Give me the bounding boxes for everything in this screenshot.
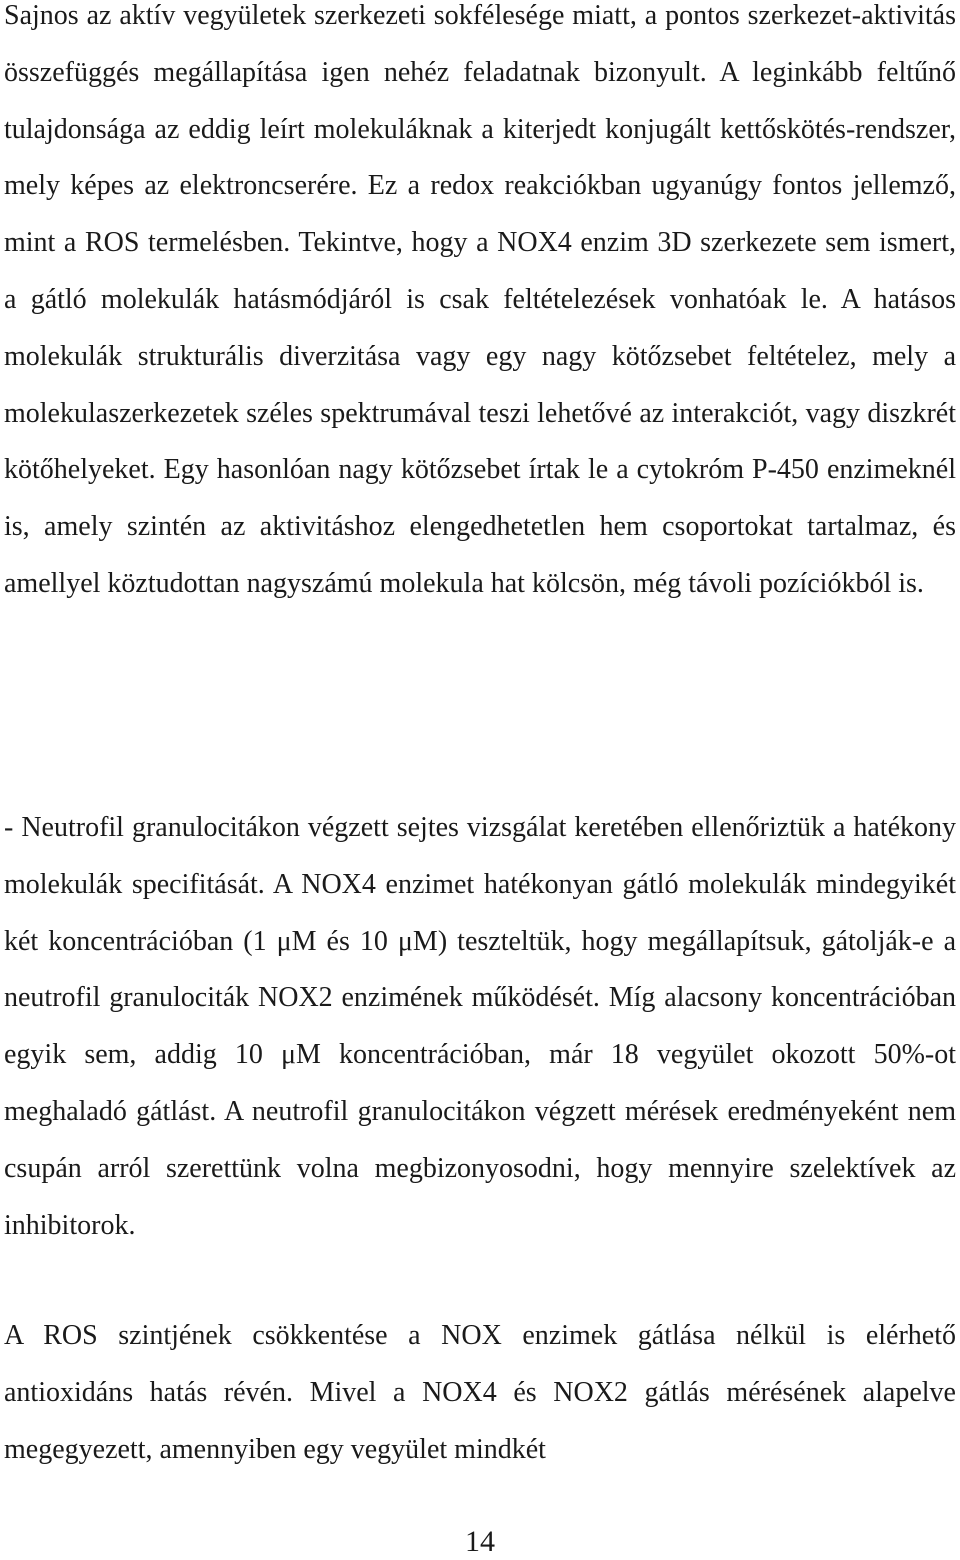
- paragraph-ros-antioxidant: A ROS szintjének csökkentése a NOX enzimek gátlása nélkül is elérhető antioxidáns hatás révén. Mivel a NOX4 és NOX2 gátlás mérésének alapelve megegyezett, amennyiben egy vegyület mindkét: [4, 1320, 956, 1465]
- document-page: [4, 0, 956, 1560]
- paragraph-neutrophil-assay: - Neutrofil granulocitákon végzett sejtes vizsgálat keretében ellenőriztük a hatékony molekulák specifitását. A NOX4 enzimet hatékonyan gátló molekulák mindegyikét két koncentrációban (1 μM és 10 μM) teszteltük, hogy megállapítsuk, gátolják-e a neutrofil granulociták NOX2 enzimének működését. Míg alacsony koncentrációban egyik sem, addig 10 μM koncentrációban, már 18 vegyület okozott 50%-ot meghaladó gátlást. A neutrofil granulocitákon végzett mérések eredményeként nem csupán arról szerettünk volna megbizonyosodni, hogy mennyire szelektívek az inhibitorok.: [4, 812, 956, 1241]
- paragraph-structure-activity: Sajnos az aktív vegyületek szerkezeti sokfélesége miatt, a pontos szerkezet-aktivitás összefüggés megállapítása igen nehéz feladatnak bizonyult. A leginkább feltűnő tulajdonsága az eddig leírt molekuláknak a kiterjedt konjugált kettőskötés-rendszer, mely képes az elektroncserére. Ez a redox reakciókban ugyanúgy fontos jellemző, mint a ROS termelésben. Tekintve, hogy a NOX4 enzim 3D szerkezete sem ismert, a gátló molekulák hatásmódjáról is csak feltételezések vonhatóak le. A hatásos molekulák strukturális diverzitása vagy egy nagy kötőzsebet feltételez, mely a molekulaszerkezetek széles spektrumával teszi lehetővé az interakciót, vagy diszkrét kötőhelyeket. Egy hasonlóan nagy kötőzsebet írtak le a cytokróm P-450 enzimeknél is, amely szintén az aktivitáshoz elengedhetetlen hem csoportokat tartalmaz, és amellyel köztudottan nagyszámú molekula hat kölcsön, még távoli pozíciókból is.: [4, 0, 956, 599]
- page-number: 14: [465, 1525, 495, 1558]
